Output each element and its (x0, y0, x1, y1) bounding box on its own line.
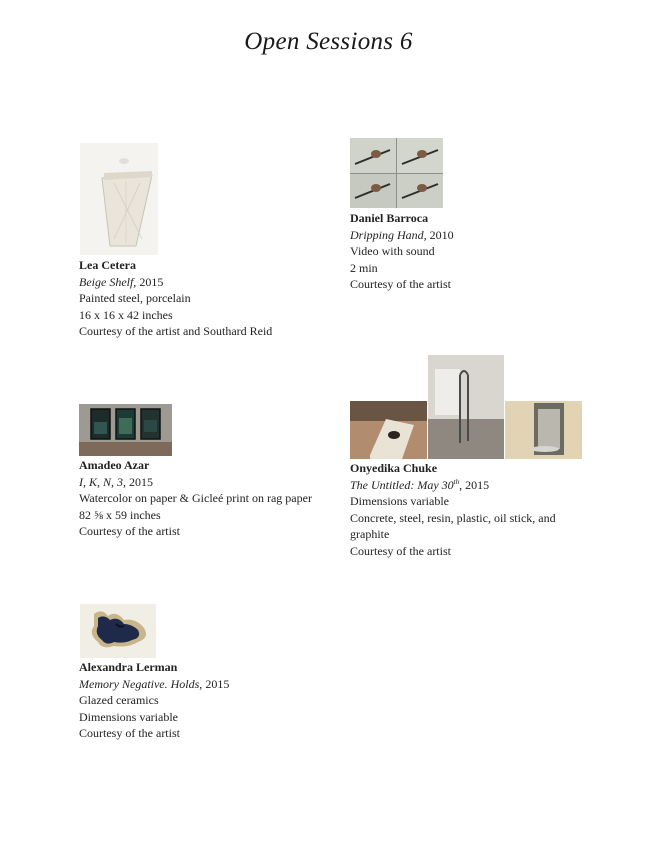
work-title: Memory Negative. Holds, 2015 (79, 676, 230, 691)
work-title: I, K, N, 3, 2015 (79, 474, 154, 489)
work-detail: Glazed ceramics (79, 693, 159, 707)
caption-amadeo-azar (79, 457, 319, 540)
work-detail: Courtesy of the artist (79, 726, 180, 740)
work-detail: Courtesy of the artist (350, 277, 451, 291)
dripping-hand-image (350, 138, 443, 208)
page-title: Open Sessions 6 (244, 28, 413, 55)
caption-daniel-barroca (350, 210, 590, 293)
work-detail: 16 x 16 x 42 inches (79, 307, 173, 322)
caption-lea-cetera (79, 257, 319, 340)
artist-name: Onyedika Chuke (350, 461, 438, 475)
caption-alexandra-lerman (79, 659, 319, 742)
work-detail: Watercolor on paper & Gicleé print on rag paper (79, 491, 312, 505)
work-detail: Courtesy of the artist (350, 543, 451, 558)
artist-name: Amadeo Azar (79, 458, 150, 472)
framed-works-image (79, 404, 172, 456)
installation-image (350, 355, 582, 459)
work-detail: Concrete, steel, resin, plastic, oil stick, and graphite (350, 510, 556, 541)
artist-name: Lea Cetera (79, 258, 136, 272)
work-title: Dripping Hand, 2010 (350, 227, 454, 242)
work-detail: Video with sound (350, 244, 435, 258)
caption-onyedika-chuke (350, 460, 590, 559)
work-detail: Dimensions variable (79, 709, 178, 724)
artist-name: Alexandra Lerman (79, 660, 178, 674)
work-detail: Courtesy of the artist (79, 524, 180, 538)
artist-name: Daniel Barroca (350, 211, 429, 225)
ceramic-hand-image (80, 604, 156, 658)
work-detail: Dimensions variable (350, 494, 449, 508)
work-detail: Courtesy of the artist and Southard Reid (79, 324, 273, 338)
work-detail: 82 ⅝ x 59 inches (79, 507, 161, 522)
work-title: The Untitled: May 30th, 2015 (350, 477, 490, 492)
beige-shelf-image (80, 143, 158, 255)
work-title: Beige Shelf, 2015 (79, 274, 164, 289)
work-detail: 2 min (350, 260, 378, 275)
work-detail: Painted steel, porcelain (79, 291, 191, 305)
